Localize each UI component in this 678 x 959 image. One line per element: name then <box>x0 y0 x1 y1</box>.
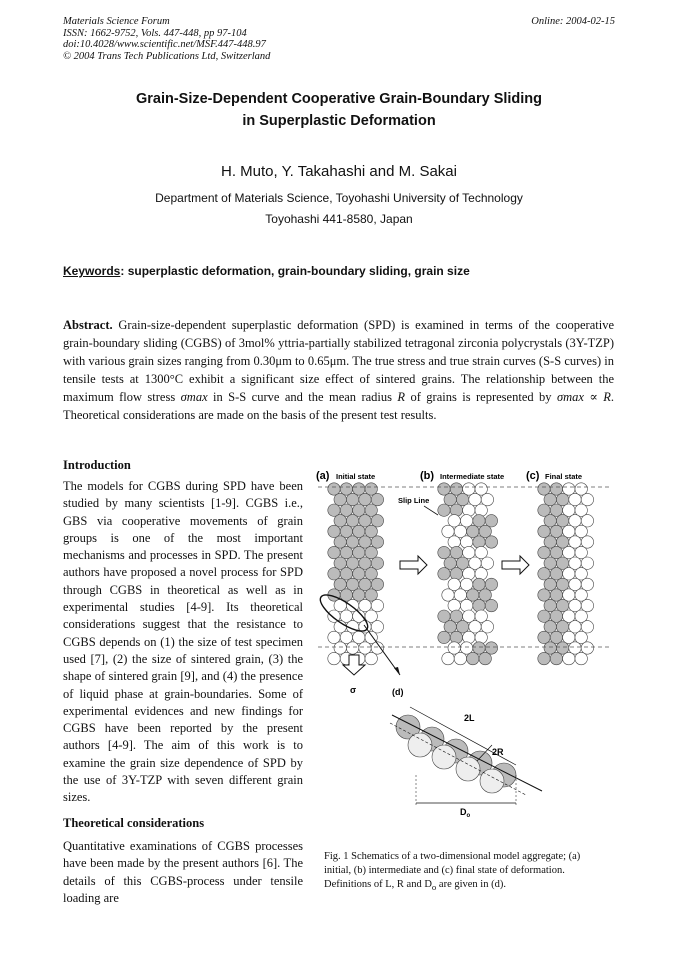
grain <box>353 568 365 580</box>
dim-2R: 2R <box>492 747 504 757</box>
grain <box>550 504 562 516</box>
grain <box>340 568 352 580</box>
state-c: Final state <box>545 472 583 481</box>
grain <box>556 578 568 590</box>
dim-D-main: D <box>460 807 467 817</box>
grain <box>340 483 352 495</box>
grain <box>485 515 497 527</box>
grain <box>460 642 472 654</box>
grain <box>454 589 466 601</box>
grain <box>538 610 550 622</box>
grain <box>544 578 556 590</box>
grain <box>346 578 358 590</box>
grain <box>473 578 485 590</box>
grain <box>438 483 450 495</box>
grain <box>481 557 493 569</box>
theory-heading: Theoretical considerations <box>63 816 205 830</box>
grain <box>544 493 556 505</box>
journal-name: Materials Science Forum <box>63 16 170 27</box>
grain <box>569 493 581 505</box>
grain <box>544 642 556 654</box>
grain <box>371 515 383 527</box>
grain <box>473 599 485 611</box>
grain <box>371 493 383 505</box>
affiliation-line-1: Department of Materials Science, Toyohashi University of Technology <box>155 191 523 205</box>
grain <box>563 504 575 516</box>
copyright: © 2004 Trans Tech Publications Ltd, Switzerland <box>63 50 271 62</box>
grain <box>460 515 472 527</box>
grain <box>544 557 556 569</box>
caption-sub: o <box>431 882 437 893</box>
grain <box>328 631 340 643</box>
grain <box>581 536 593 548</box>
grain <box>473 642 485 654</box>
grain <box>365 652 377 664</box>
grain <box>473 536 485 548</box>
grain <box>328 652 340 664</box>
label-d: (d) <box>392 687 404 697</box>
grain-aggregate-final <box>538 483 594 665</box>
grain <box>581 515 593 527</box>
grain <box>371 536 383 548</box>
grain <box>475 631 487 643</box>
grain <box>475 504 487 516</box>
grain <box>365 546 377 558</box>
relation: σmax ∝ R <box>556 390 611 404</box>
grain <box>456 493 468 505</box>
grain <box>469 557 481 569</box>
grain <box>442 525 454 537</box>
grain <box>538 546 550 558</box>
grain <box>346 536 358 548</box>
grain <box>563 631 575 643</box>
grain <box>467 652 479 664</box>
abstract-part-3: of grains is represented by <box>405 390 557 404</box>
grain <box>550 525 562 537</box>
grain <box>556 493 568 505</box>
grain <box>550 652 562 664</box>
grain <box>544 536 556 548</box>
affiliation <box>0 188 678 230</box>
affiliation-line-2: Toyohashi 441-8580, Japan <box>265 212 413 226</box>
grain <box>365 504 377 516</box>
grain <box>563 525 575 537</box>
grain <box>365 610 377 622</box>
grain <box>460 536 472 548</box>
grain <box>575 504 587 516</box>
grain <box>556 599 568 611</box>
grain <box>569 599 581 611</box>
dim-2L: 2L <box>464 713 475 723</box>
title-line-1: Grain-Size-Dependent Cooperative Grain-Boundary Sliding <box>135 91 543 107</box>
grain <box>575 589 587 601</box>
abstract-part-4: . Theoretical considerations are made on the basis of the present test results. <box>63 390 614 422</box>
grain <box>538 525 550 537</box>
grain <box>438 568 450 580</box>
grain <box>442 589 454 601</box>
grain <box>456 557 468 569</box>
grain <box>556 621 568 633</box>
grain <box>371 599 383 611</box>
grain <box>454 525 466 537</box>
grain <box>432 745 456 769</box>
grain-aggregate-initial <box>328 483 384 665</box>
label-c: (c) <box>526 470 540 482</box>
grain <box>550 631 562 643</box>
grain <box>575 568 587 580</box>
grain <box>334 642 346 654</box>
grain <box>346 493 358 505</box>
grain <box>538 504 550 516</box>
slip-line-label: Slip Line <box>398 496 430 505</box>
grain <box>581 578 593 590</box>
grain <box>569 536 581 548</box>
grain <box>346 557 358 569</box>
grain <box>334 557 346 569</box>
grain <box>556 642 568 654</box>
grain <box>448 599 460 611</box>
arrow-a-to-b-icon <box>400 556 427 574</box>
figure-1 <box>312 465 616 830</box>
grain <box>365 589 377 601</box>
grain <box>359 557 371 569</box>
grain <box>563 568 575 580</box>
grain <box>442 652 454 664</box>
grain <box>563 546 575 558</box>
state-b: Intermediate state <box>440 472 505 481</box>
figure-caption <box>324 850 600 894</box>
grain-aggregate-intermediate <box>438 483 498 665</box>
grain <box>450 631 462 643</box>
grain <box>334 493 346 505</box>
keywords <box>63 264 470 278</box>
grain <box>569 621 581 633</box>
grain <box>460 578 472 590</box>
abstract <box>63 316 614 424</box>
grain <box>569 515 581 527</box>
grain <box>538 568 550 580</box>
grain <box>334 515 346 527</box>
grain <box>353 483 365 495</box>
grain <box>544 621 556 633</box>
grain <box>328 546 340 558</box>
grain <box>550 610 562 622</box>
zoom-pointer-head-icon <box>394 667 400 675</box>
grain <box>581 599 593 611</box>
grain <box>353 525 365 537</box>
grain <box>481 621 493 633</box>
grain <box>479 652 491 664</box>
grain <box>544 599 556 611</box>
grain <box>450 568 462 580</box>
grain <box>575 546 587 558</box>
grain <box>438 546 450 558</box>
grain <box>463 610 475 622</box>
grain <box>353 546 365 558</box>
grain <box>463 546 475 558</box>
grain <box>569 642 581 654</box>
doi: doi:10.4028/www.scientific.net/MSF.447-448.97 <box>63 39 266 50</box>
dim-D <box>460 807 471 819</box>
abstract-label: Abstract. <box>63 318 113 332</box>
grain <box>581 493 593 505</box>
authors: H. Muto, Y. Takahashi and M. Sakai <box>221 163 457 180</box>
grain <box>365 568 377 580</box>
grain <box>563 483 575 495</box>
grain <box>485 578 497 590</box>
grain <box>581 642 593 654</box>
grain <box>450 504 462 516</box>
grain <box>463 483 475 495</box>
grain <box>340 504 352 516</box>
grain <box>575 483 587 495</box>
grain <box>359 515 371 527</box>
grain <box>481 493 493 505</box>
grain <box>575 525 587 537</box>
grain <box>475 568 487 580</box>
grain <box>359 599 371 611</box>
grain <box>359 642 371 654</box>
grain <box>340 631 352 643</box>
grain <box>563 610 575 622</box>
online-date: Online: 2004-02-15 <box>531 16 615 27</box>
grain <box>328 568 340 580</box>
grain <box>469 493 481 505</box>
grain <box>479 525 491 537</box>
grain <box>479 589 491 601</box>
grain <box>448 536 460 548</box>
grain <box>359 578 371 590</box>
grain <box>448 515 460 527</box>
grain <box>550 483 562 495</box>
grain <box>475 483 487 495</box>
sigma-label: σ <box>350 685 357 695</box>
title-line-2: in Superplastic Deformation <box>242 113 436 129</box>
grain <box>328 504 340 516</box>
grain <box>475 610 487 622</box>
grain <box>353 631 365 643</box>
slip-line-pointer <box>424 506 438 515</box>
grain <box>353 589 365 601</box>
grain <box>550 568 562 580</box>
state-a: Initial state <box>336 472 376 481</box>
grain <box>340 546 352 558</box>
grain <box>456 621 468 633</box>
grain <box>365 525 377 537</box>
grain <box>454 652 466 664</box>
grain <box>563 589 575 601</box>
grain <box>371 578 383 590</box>
grain <box>538 652 550 664</box>
grain <box>556 557 568 569</box>
grain <box>463 568 475 580</box>
grain <box>475 546 487 558</box>
grain <box>563 652 575 664</box>
grain <box>328 483 340 495</box>
grain <box>473 515 485 527</box>
label-a: (a) <box>316 470 330 482</box>
grain <box>463 631 475 643</box>
grain <box>485 642 497 654</box>
grain <box>467 589 479 601</box>
grain <box>450 483 462 495</box>
grain <box>438 504 450 516</box>
grain <box>569 557 581 569</box>
grain <box>448 642 460 654</box>
theory-body: Quantitative examinations of CGBS processes have been made by the present authors [6]. The details of this CGBS-process under tensile loading are <box>63 839 303 905</box>
grain <box>556 515 568 527</box>
grain <box>538 483 550 495</box>
grain <box>581 621 593 633</box>
grain <box>334 578 346 590</box>
grain <box>353 504 365 516</box>
abstract-part-2: in S-S curve and the mean radius <box>207 390 398 404</box>
keywords-label: Keywords <box>63 264 121 278</box>
grain <box>485 599 497 611</box>
grain <box>444 621 456 633</box>
introduction-body: The models for CGBS during SPD have been studied by many scientists [1-9]. CGBS i.e., GBS via cooperative movements of grain groups is one of the most important mechanisms and processes in SPD. The present authors have proposed a novel process for SPD through CGBS in theoretical as well as in experimental studies [4-9]. Its theoretical considerations suggest that the resistance to CGBS depends on (1) the size of test specimen used [7], (2) the size of sintered grain, (3) the shape of sintered grain [9], and (4) the presence of liquid phase at grain-boundaries. Some of experimental evidences and new findings for CGBS have been reported by the present authors [4-9]. The aim of this work is to examine the grain size dependence of SPD by the use of 3Y-TZP with seven different grain sizes. <box>63 479 303 805</box>
grain <box>460 599 472 611</box>
grain <box>438 631 450 643</box>
grain <box>538 631 550 643</box>
caption-end: are given in (d). <box>436 879 506 890</box>
grain <box>408 733 432 757</box>
grain <box>365 483 377 495</box>
grain <box>371 621 383 633</box>
grain <box>575 610 587 622</box>
grain <box>544 515 556 527</box>
grain <box>463 504 475 516</box>
sigma-max: σmax <box>180 390 208 404</box>
grain <box>485 536 497 548</box>
grain <box>550 589 562 601</box>
grain <box>328 525 340 537</box>
grain <box>371 557 383 569</box>
grain <box>575 631 587 643</box>
abstract-part-1: Grain-size-dependent superplastic deformation (SPD) is examined in terms of the cooperative grain-boundary sliding (CGBS) of 3mol% yttria-partially stabilized tetragonal zirconia polycrystals (3Y-TZP) with various grain sizes ranging from 0.30μm to 0.65μm. The true stress and true strain curves (S-S curves) in tensile tests at 1300°C exhibit a significant size effect of sintered grains. The relationship between the maximum flow stress <box>63 318 614 404</box>
paper-title <box>0 88 678 132</box>
caption-text: Fig. 1 Schematics of a two-dimensional model aggregate; (a) initial, (b) intermediate and (c) final state of deformation. Definitions of L, R and D <box>324 851 581 890</box>
grain <box>450 610 462 622</box>
grain <box>450 546 462 558</box>
grain <box>569 578 581 590</box>
grain <box>444 557 456 569</box>
grain <box>469 621 481 633</box>
grain <box>334 536 346 548</box>
grain <box>346 642 358 654</box>
grain <box>581 557 593 569</box>
grain <box>359 536 371 548</box>
grain <box>467 525 479 537</box>
grain <box>538 589 550 601</box>
radius-symbol: R <box>397 390 406 404</box>
journal-header <box>63 16 270 62</box>
grain <box>340 610 352 622</box>
grain <box>550 546 562 558</box>
issn: ISSN: 1662-9752, Vols. 447-448, pp 97-104 <box>63 27 247 39</box>
grain <box>448 578 460 590</box>
keywords-text: : superplastic deformation, grain-boundary sliding, grain size <box>120 264 470 278</box>
grain <box>346 515 358 527</box>
dim-D-sub: o <box>466 813 471 819</box>
grain <box>340 525 352 537</box>
grain <box>556 536 568 548</box>
arrow-b-to-c-icon <box>502 556 529 574</box>
introduction-heading: Introduction <box>63 458 131 472</box>
grain <box>575 652 587 664</box>
grain <box>438 610 450 622</box>
grain <box>359 493 371 505</box>
grain <box>444 493 456 505</box>
label-b: (b) <box>420 470 435 482</box>
